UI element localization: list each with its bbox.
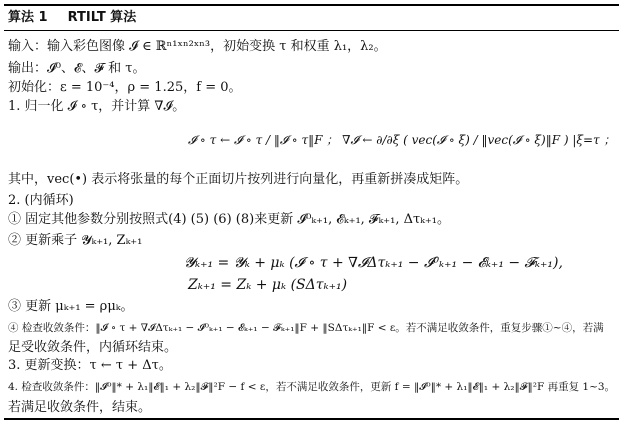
algorithm-title	[8, 10, 136, 26]
normalize-equation: 𝓘 ∘ τ ← 𝓘 ∘ τ / ‖𝓘 ∘ τ‖F ； ∇𝓘 ← ∂/∂ξ ( vec(𝓘 ∘ ξ) / ‖vec(𝓘 ∘ ξ)‖F ) |ξ=τ ；	[188, 133, 616, 147]
step2-sub1: ① 固定其他参数分别按照式(4) (5) (6) (8)来更新 𝓘⁰ₖ₊₁, 𝓔ₖ₊₁, 𝓕ₖ₊₁, Δτₖ₊₁。	[8, 212, 450, 227]
step2-sub4-cont: 足受收敛条件，内循环结束。	[8, 340, 178, 355]
input-line: 输入：输入彩色图像 𝓘 ∈ ℝⁿ¹ˣⁿ²ˣⁿ³，初始变换 τ 和权重 λ₁，λ₂。	[8, 39, 387, 54]
step2-sub4: ④ 检查收敛条件：‖𝓘 ∘ τ + ∇𝓘Δτₖ₊₁ − 𝓘⁰ₖ₊₁ − 𝓔ₖ₊₁ − 𝓕ₖ₊₁‖F + ‖SΔτₖ₊₁‖F < ε。若不满足收敛条件，重复步骤①~④，若满	[8, 322, 604, 334]
step1-line: 1. 归一化 𝓘 ∘ τ，并计算 ∇𝓘。	[8, 99, 186, 114]
step2-line: 2. (内循环)	[8, 193, 74, 208]
algorithm-label: 算法 1	[8, 10, 48, 25]
bottom-rule	[4, 418, 619, 420]
step2-sub3: ③ 更新 μₖ₊₁ = ρμₖ。	[8, 299, 134, 314]
algorithm-name: RTILT 算法	[67, 10, 137, 25]
multiplier-equation-y: 𝓨ₖ₊₁ = 𝓨ₖ + μₖ (𝓘 ∘ τ + ∇𝓘Δτₖ₊₁ − 𝓘⁰ₖ₊₁ − 𝓔ₖ₊₁ − 𝓕ₖ₊₁),	[184, 255, 563, 271]
step3-line: 3. 更新变换：τ ← τ + Δτ。	[8, 358, 172, 373]
multiplier-equation-z: Zₖ₊₁ = Zₖ + μₖ (SΔτₖ₊₁)	[188, 277, 348, 293]
top-rule	[4, 4, 619, 6]
output-line: 输出：𝓘⁰、𝓔、𝓕 和 τ。	[8, 61, 146, 76]
init-line: 初始化：ε = 10⁻⁴，ρ = 1.25，f = 0。	[8, 80, 242, 95]
step4-line: 4. 检查收敛条件：‖𝓘⁰‖* + λ₁‖𝓔‖₁ + λ₂‖𝓕‖²F − f < ε，若不满足收敛条件，更新 f = ‖𝓘⁰‖* + λ₁‖𝓔‖₁ + λ₂‖𝓕‖²F 再重复 1~3。	[8, 381, 616, 393]
step4-cont: 若满足收敛条件，结束。	[8, 400, 152, 415]
header-rule	[4, 30, 619, 31]
step2-sub2: ② 更新乘子 𝓨ₖ₊₁, Zₖ₊₁	[8, 233, 143, 248]
where-line: 其中，vec(•) 表示将张量的每个正面切片按列进行向量化，再重新拼凑成矩阵。	[8, 172, 469, 187]
